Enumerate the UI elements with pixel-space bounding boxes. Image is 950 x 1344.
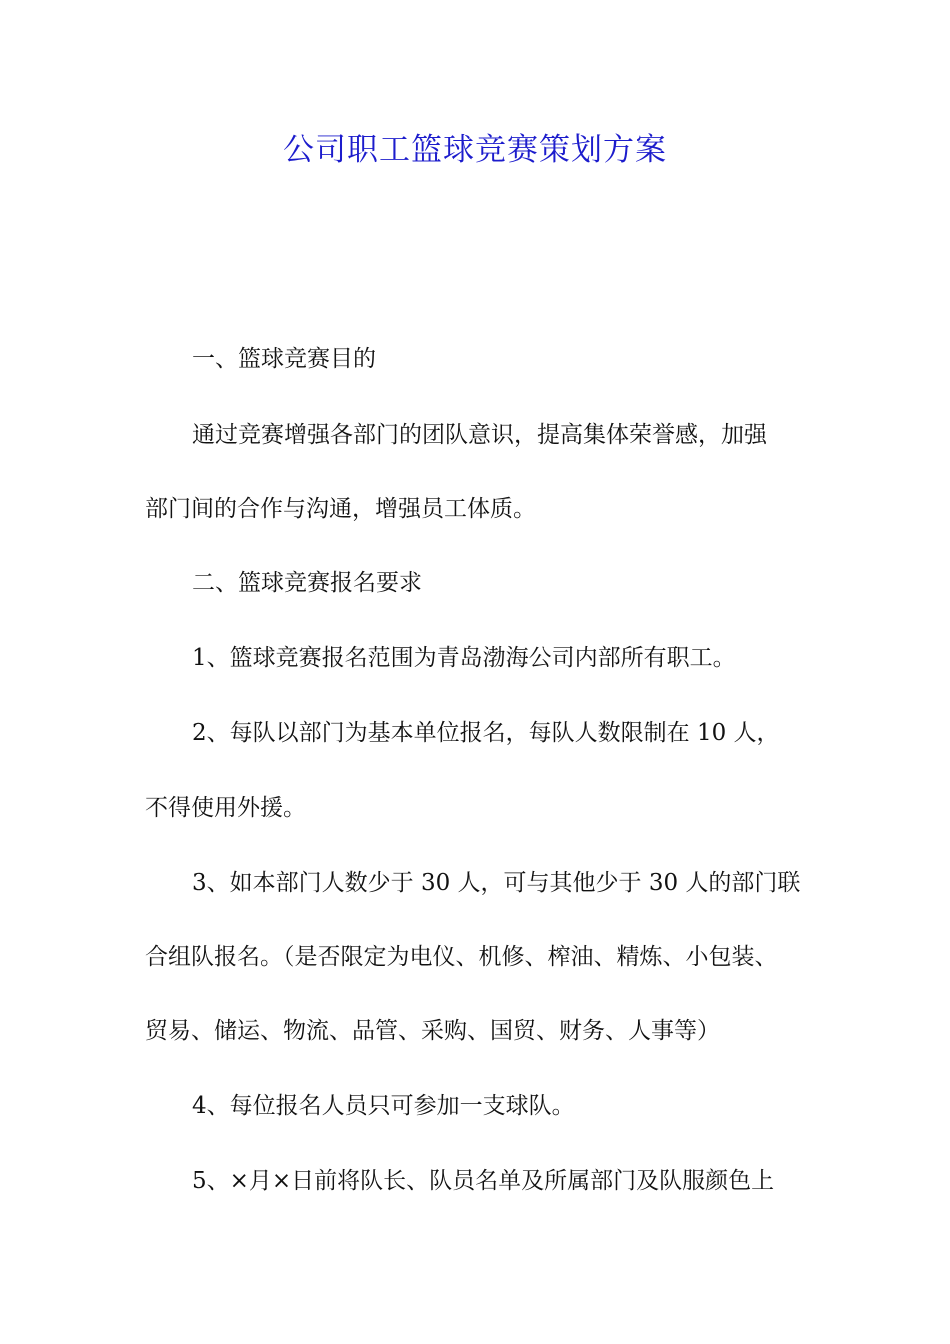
paragraph-line: 不得使用外援。 [145,795,306,821]
paragraph-line: 部门间的合作与沟通，增强员工体质。 [145,496,536,522]
section-heading-purpose: 一、篮球竞赛目的 [192,346,376,372]
paragraph-line: 合组队报名。（是否限定为电仪、机修、榨油、精炼、小包装、 [145,944,778,970]
list-item-2: 2、每队以部门为基本单位报名，每队人数限制在 10 人， [192,720,780,746]
document-title: 公司职工篮球竞赛策划方案 [283,132,667,168]
section-heading-registration: 二、篮球竞赛报名要求 [192,570,422,596]
list-item-1: 1、篮球竞赛报名范围为青岛渤海公司内部所有职工。 [192,645,736,671]
paragraph-line: 通过竞赛增强各部门的团队意识，提高集体荣誉感，加强 [192,422,767,448]
list-item-3: 3、如本部门人数少于 30 人，可与其他少于 30 人的部门联 [192,870,801,896]
paragraph-line: 贸易、储运、物流、品管、采购、国贸、财务、人事等） [145,1018,720,1044]
list-item-4: 4、每位报名人员只可参加一支球队。 [192,1093,575,1119]
list-item-5: 5、×月×日前将队长、队员名单及所属部门及队服颜色上 [192,1168,775,1194]
